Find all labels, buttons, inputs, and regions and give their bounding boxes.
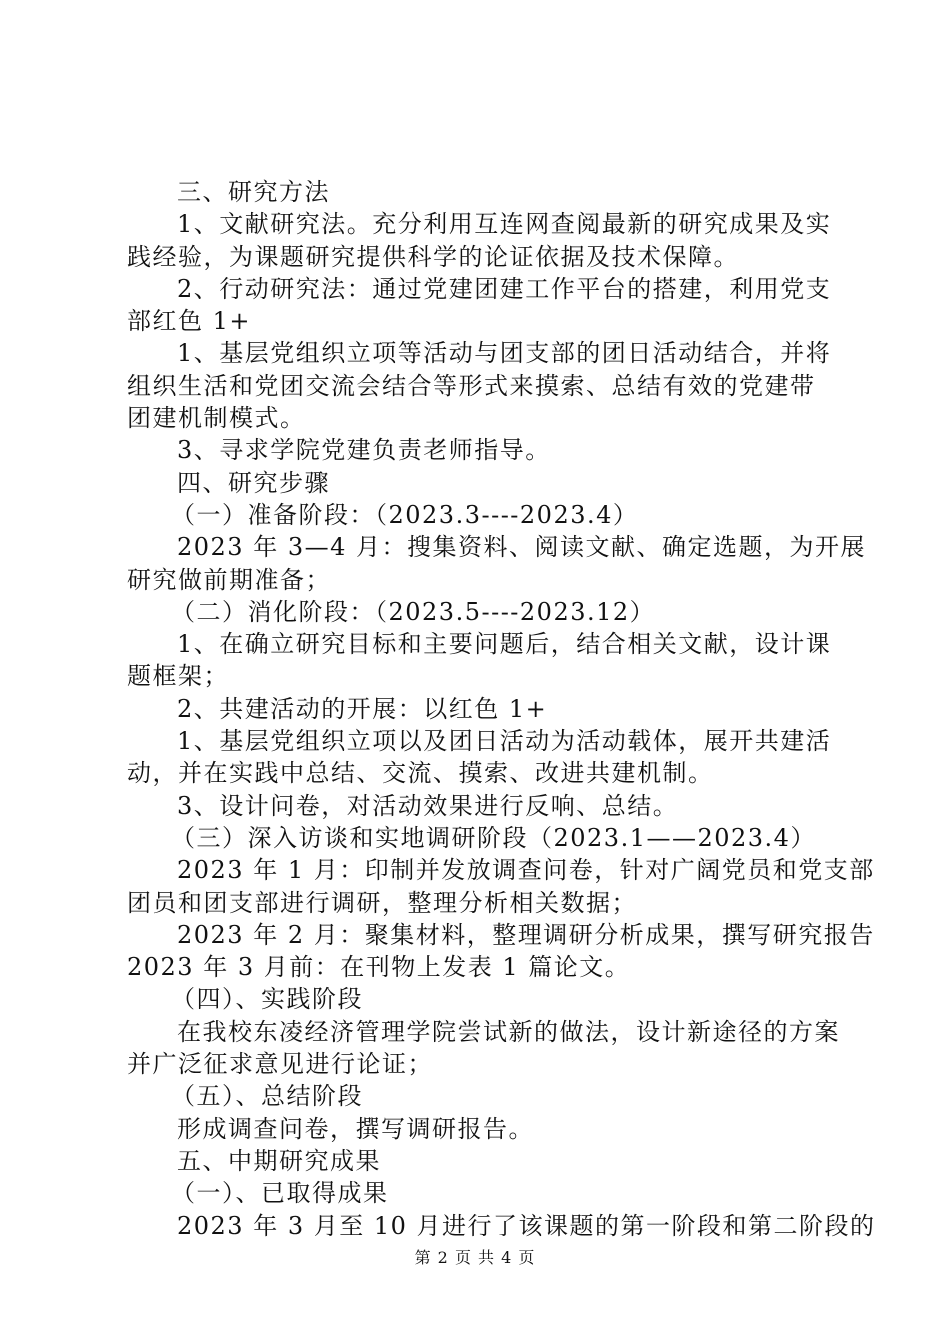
section-heading-interim-results: 五、中期研究成果	[177, 1146, 381, 1175]
paragraph-line: 践经验，为课题研究提供科学的论证依据及技术保障。	[127, 242, 739, 271]
subsection-heading: （五）、总结阶段	[171, 1082, 363, 1111]
page-number-footer: 第 2 页 共 4 页	[414, 1248, 536, 1267]
subsection-heading: （二）消化阶段：（2023.5----2023.12）	[171, 597, 656, 626]
paragraph-line: 团建机制模式。	[127, 404, 306, 433]
paragraph-line: 2、行动研究法：通过党建团建工作平台的搭建，利用党支	[177, 274, 832, 303]
paragraph-line: 1、在确立研究目标和主要问题后，结合相关文献，设计课	[177, 630, 832, 659]
paragraph-line: 在我校东凌经济管理学院尝试新的做法，设计新途径的方案	[177, 1017, 840, 1046]
paragraph-line: 2023 年 1 月：印制并发放调查问卷，针对广阔党员和党支部	[177, 856, 875, 885]
subsection-heading: （三）深入访谈和实地调研阶段（2023.1——2023.4）	[171, 823, 816, 852]
paragraph-line: 2023 年 3 月至 10 月进行了该课题的第一阶段和第二阶段的	[177, 1211, 876, 1240]
paragraph-line: 研究做前期准备；	[127, 565, 331, 594]
paragraph-line: 题框架；	[127, 662, 229, 691]
section-heading-research-steps: 四、研究步骤	[177, 468, 330, 497]
paragraph-line: 2023 年 3 月前：在刊物上发表 1 篇论文。	[127, 953, 631, 982]
paragraph-line: 2023 年 3—4 月：搜集资料、阅读文献、确定选题，为开展	[177, 533, 867, 562]
paragraph-line: 1、基层党组织立项以及团日活动为活动载体，展开共建活	[177, 727, 832, 756]
subsection-heading: （一）、已取得成果	[171, 1179, 389, 1208]
paragraph-line: 形成调查问卷，撰写调研报告。	[177, 1114, 534, 1143]
paragraph-line: 3、设计问卷，对活动效果进行反响、总结。	[177, 791, 679, 820]
paragraph-line: 并广泛征求意见进行论证；	[127, 1050, 433, 1079]
paragraph-line: 1、基层党组织立项等活动与团支部的团日活动结合，并将	[177, 339, 832, 368]
subsection-heading: （一）准备阶段：（2023.3----2023.4）	[171, 500, 639, 529]
paragraph-line: 1、文献研究法。充分利用互连网查阅最新的研究成果及实	[177, 210, 832, 239]
paragraph-line: 组织生活和党团交流会结合等形式来摸索、总结有效的党建带	[127, 371, 816, 400]
paragraph-line: 动，并在实践中总结、交流、摸索、改进共建机制。	[127, 759, 714, 788]
paragraph-line: 团员和团支部进行调研，整理分析相关数据；	[127, 888, 637, 917]
paragraph-line: 部红色 1+	[127, 307, 252, 336]
paragraph-line: 2、共建活动的开展：以红色 1+	[177, 694, 548, 723]
paragraph-line: 3、寻求学院党建负责老师指导。	[177, 436, 551, 465]
subsection-heading: （四）、实践阶段	[171, 985, 363, 1014]
document-body	[127, 176, 876, 1242]
paragraph-line: 2023 年 2 月：聚集材料，整理调研分析成果，撰写研究报告	[177, 920, 875, 949]
section-heading-research-methods: 三、研究方法	[177, 178, 330, 206]
